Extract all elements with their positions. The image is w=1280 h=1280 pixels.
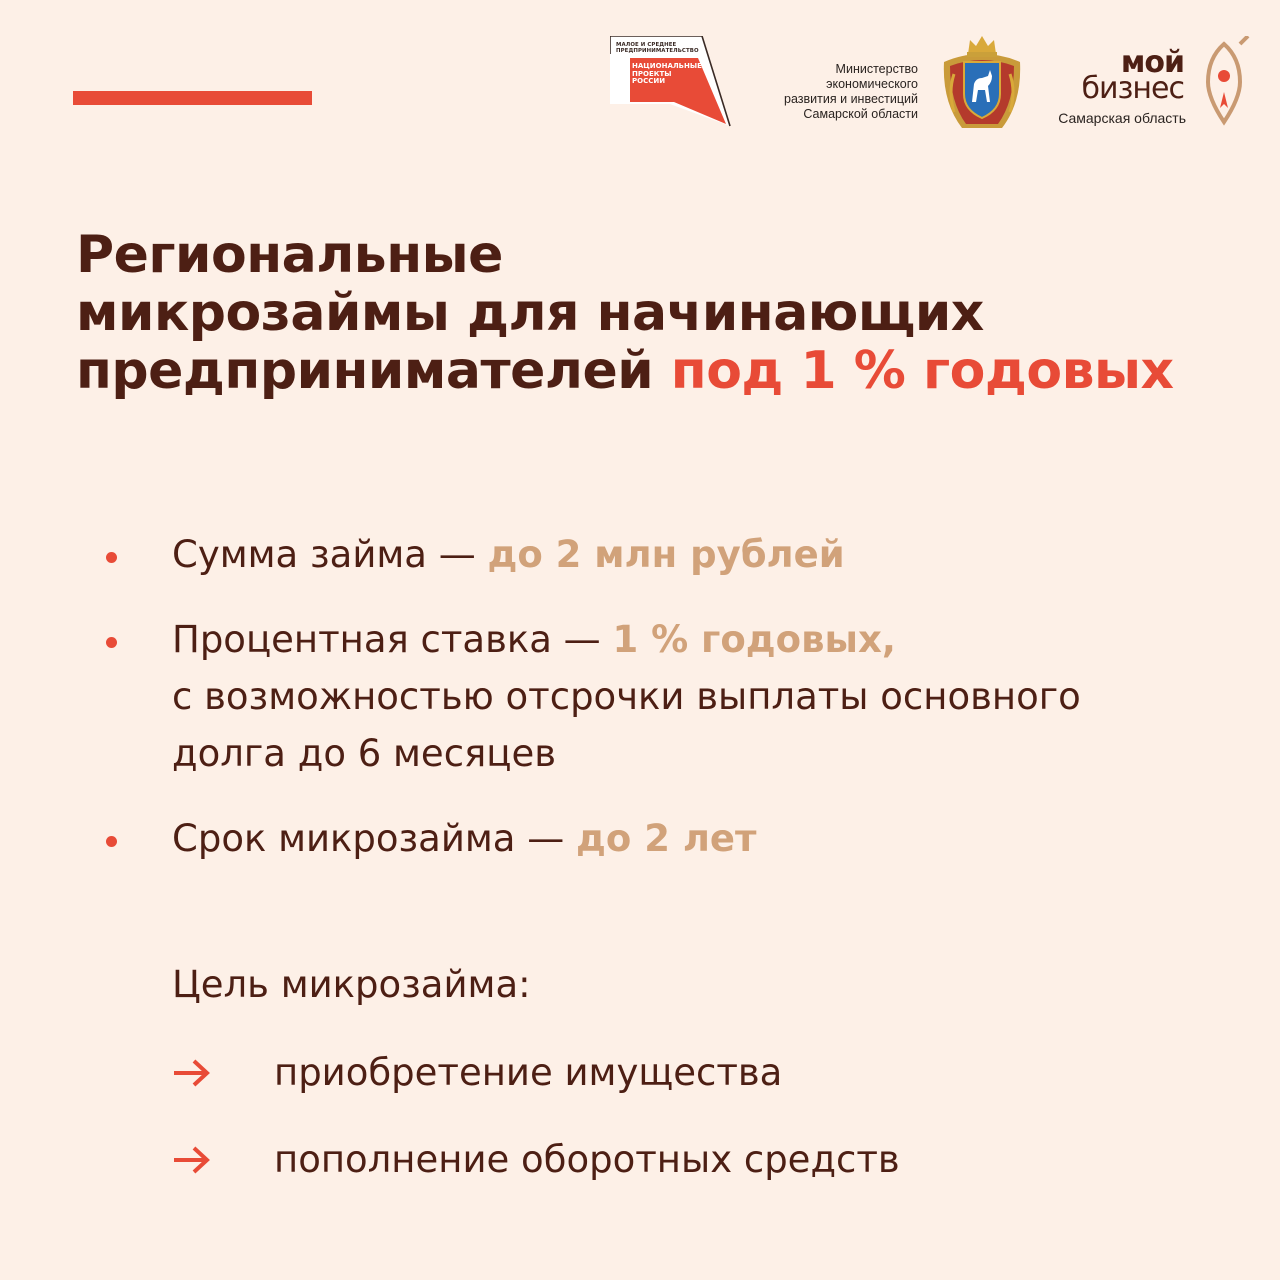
list-item-label: Сумма займа — xyxy=(172,533,488,576)
headline xyxy=(76,226,1256,400)
list-item-highlight: до 2 млн рублей xyxy=(487,533,845,576)
list-item-label: Процентная ставка — xyxy=(172,618,613,661)
headline-line-3 xyxy=(76,342,1256,400)
ministry-line-3: развития и инвестиций xyxy=(784,92,918,106)
ministry-line-4: Самарской области xyxy=(803,107,918,121)
headline-line-1: Региональные xyxy=(76,225,503,285)
national-projects-small-text: МАЛОЕ И СРЕДНЕЕ ПРЕДПРИНИМАТЕЛЬСТВО xyxy=(616,42,699,55)
accent-bar xyxy=(73,91,312,105)
moy-biznes-region: Самарская область xyxy=(1058,110,1186,126)
goal-title: Цель микрозайма: xyxy=(172,963,531,1006)
list-item-highlight: 1 % годовых, xyxy=(612,618,896,661)
moy-biznes-word-2: бизнес xyxy=(1081,71,1184,106)
ministry-line-1: Министерство xyxy=(835,62,918,76)
rocket-pin-icon xyxy=(1196,36,1252,132)
bullet-dot-icon xyxy=(106,836,117,847)
list-item xyxy=(100,810,1200,867)
moy-biznes-logo xyxy=(1056,45,1256,140)
headline-accent: под 1 % годовых xyxy=(670,341,1174,401)
terms-list xyxy=(100,526,1200,867)
list-item-text xyxy=(172,526,1200,583)
list-item-label: Срок микрозайма — xyxy=(172,817,577,860)
list-item xyxy=(100,526,1200,583)
bullet-dot-icon xyxy=(106,637,117,648)
list-item-detail-1: с возможностью отсрочки выплаты основного xyxy=(172,675,1081,718)
goal-item xyxy=(172,1131,900,1188)
ministry-line-2: экономического xyxy=(826,77,918,91)
headline-line-2: микрозаймы для начинающих xyxy=(76,283,984,343)
moy-biznes-word-1: мой xyxy=(1120,45,1184,80)
arrow-right-icon xyxy=(172,1144,212,1176)
goal-item-text: пополнение оборотных средств xyxy=(274,1138,900,1181)
goal-item xyxy=(172,1044,782,1101)
list-item-text xyxy=(172,611,1200,782)
ministry-name xyxy=(718,62,918,122)
list-item-highlight: до 2 лет xyxy=(576,817,757,860)
goal-item-text: приобретение имущества xyxy=(274,1051,783,1094)
list-item-detail-2: долга до 6 месяцев xyxy=(172,732,557,775)
national-projects-logo xyxy=(610,36,732,128)
list-item-text xyxy=(172,810,1200,867)
national-projects-big-text: НАЦИОНАЛЬНЫЕ ПРОЕКТЫ РОССИИ xyxy=(632,62,702,86)
arrow-right-icon xyxy=(172,1057,212,1089)
list-item xyxy=(100,611,1200,782)
bullet-dot-icon xyxy=(106,552,117,563)
headline-line-3-plain: предпринимателей xyxy=(76,341,671,401)
samara-coat-of-arms-icon xyxy=(932,32,1032,132)
